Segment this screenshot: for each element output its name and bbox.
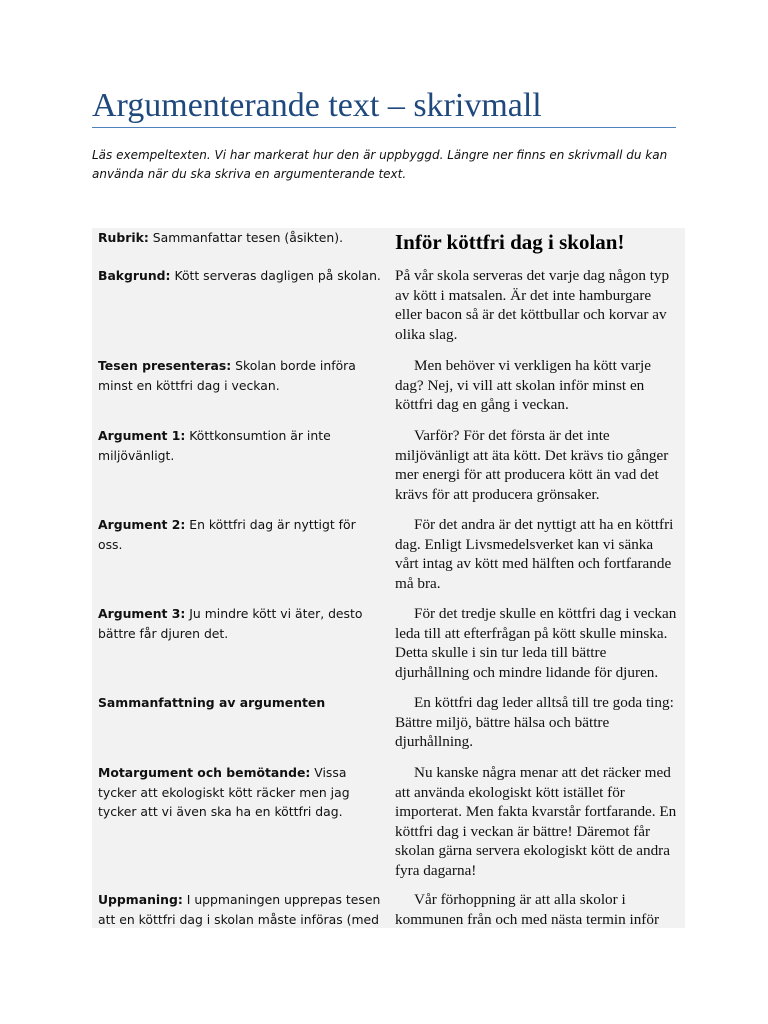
title-divider <box>92 127 676 128</box>
example-paragraph: En köttfri dag leder alltså till tre goda ting: Bättre miljö, bättre hälsa och bättre djurhållning. <box>395 694 674 750</box>
page-title: Argumenterande text – skrivmall <box>92 87 542 124</box>
row-desc: Ju mindre kött vi äter, desto bättre får djuren det. <box>98 606 363 641</box>
example-paragraph: Varför? För det första är det inte miljövänligt att äta kött. Det krävs tio gånger mer energi för att producera kött än vad det krävs för att producera grönsaker. <box>395 427 669 503</box>
intro-text: Läs exempeltexten. Vi har markerat hur den är uppbyggd. Längre ner finns en skrivmall du kan använda när du ska skriva en argumenterande text. <box>92 148 668 181</box>
row-label: Tesen presenteras: <box>98 358 232 373</box>
row-label: Uppmaning: <box>98 892 183 907</box>
row-label: Argument 1: <box>98 428 186 443</box>
example-paragraph: Nu kanske några menar att det räcker med att använda ekologiskt kött istället för importerat. Men fakta kvarstår fortfarande. En köttfri dag i veckan är bättre! Däremot får skolan gärna servera ekologiskt kött de andra fyra dagarna! <box>395 764 677 879</box>
example-paragraph: Men behöver vi verkligen ha kött varje dag? Nej, vi vill att skolan inför minst en köttfri dag en gång i veckan. <box>395 357 652 413</box>
row-label: Rubrik: <box>98 230 149 245</box>
example-paragraph: Vår förhoppning är att alla skolor i kommunen från och med nästa termin inför <box>395 891 660 928</box>
row-desc: Köttkonsumtion är inte miljövänligt. <box>98 428 331 463</box>
example-headline: Inför köttfri dag i skolan! <box>395 230 625 254</box>
row-description <box>98 426 382 465</box>
example-paragraph: För det tredje skulle en köttfri dag i veckan leda till att efterfrågan på kött skulle minska. Detta skulle i sin tur leda till bättre djurhållning och mindre lidande för djuren. <box>395 605 677 681</box>
row-desc: I uppmaningen upprepas tesen att en köttfri dag i skolan måste införas (med <box>98 892 381 927</box>
template-table <box>92 228 685 928</box>
row-description <box>98 763 382 822</box>
row-description <box>98 890 382 928</box>
row-desc: Kött serveras dagligen på skolan. <box>170 268 381 283</box>
row-description <box>98 228 382 248</box>
row-label: Bakgrund: <box>98 268 171 283</box>
row-description <box>98 356 382 395</box>
row-description <box>98 604 382 643</box>
row-desc: En köttfri dag är nyttigt för oss. <box>98 517 356 552</box>
row-label: Sammanfattning av argumenten <box>98 695 326 710</box>
row-label: Argument 2: <box>98 517 186 532</box>
example-paragraph: På vår skola serveras det varje dag någon typ av kött i matsalen. Är det inte hamburgare eller bacon så är det köttbullar och korvar av olika slag. <box>395 267 670 343</box>
row-desc: Sammanfattar tesen (åsikten). <box>148 230 344 245</box>
row-desc: Vissa tycker att ekologiskt kött räcker men jag tycker att vi även ska ha en köttfri dag. <box>98 765 350 819</box>
row-description <box>98 693 382 713</box>
row-description <box>98 515 382 554</box>
example-paragraph: För det andra är det nyttigt att ha en köttfri dag. Enligt Livsmedelsverket kan vi sänka vårt intag av kött med hälften och fortfarande må bra. <box>395 516 674 592</box>
row-description <box>98 266 382 286</box>
row-label: Argument 3: <box>98 606 186 621</box>
row-label: Motargument och bemötande: <box>98 765 311 780</box>
row-desc: Skolan borde införa minst en köttfri dag i veckan. <box>98 358 356 393</box>
